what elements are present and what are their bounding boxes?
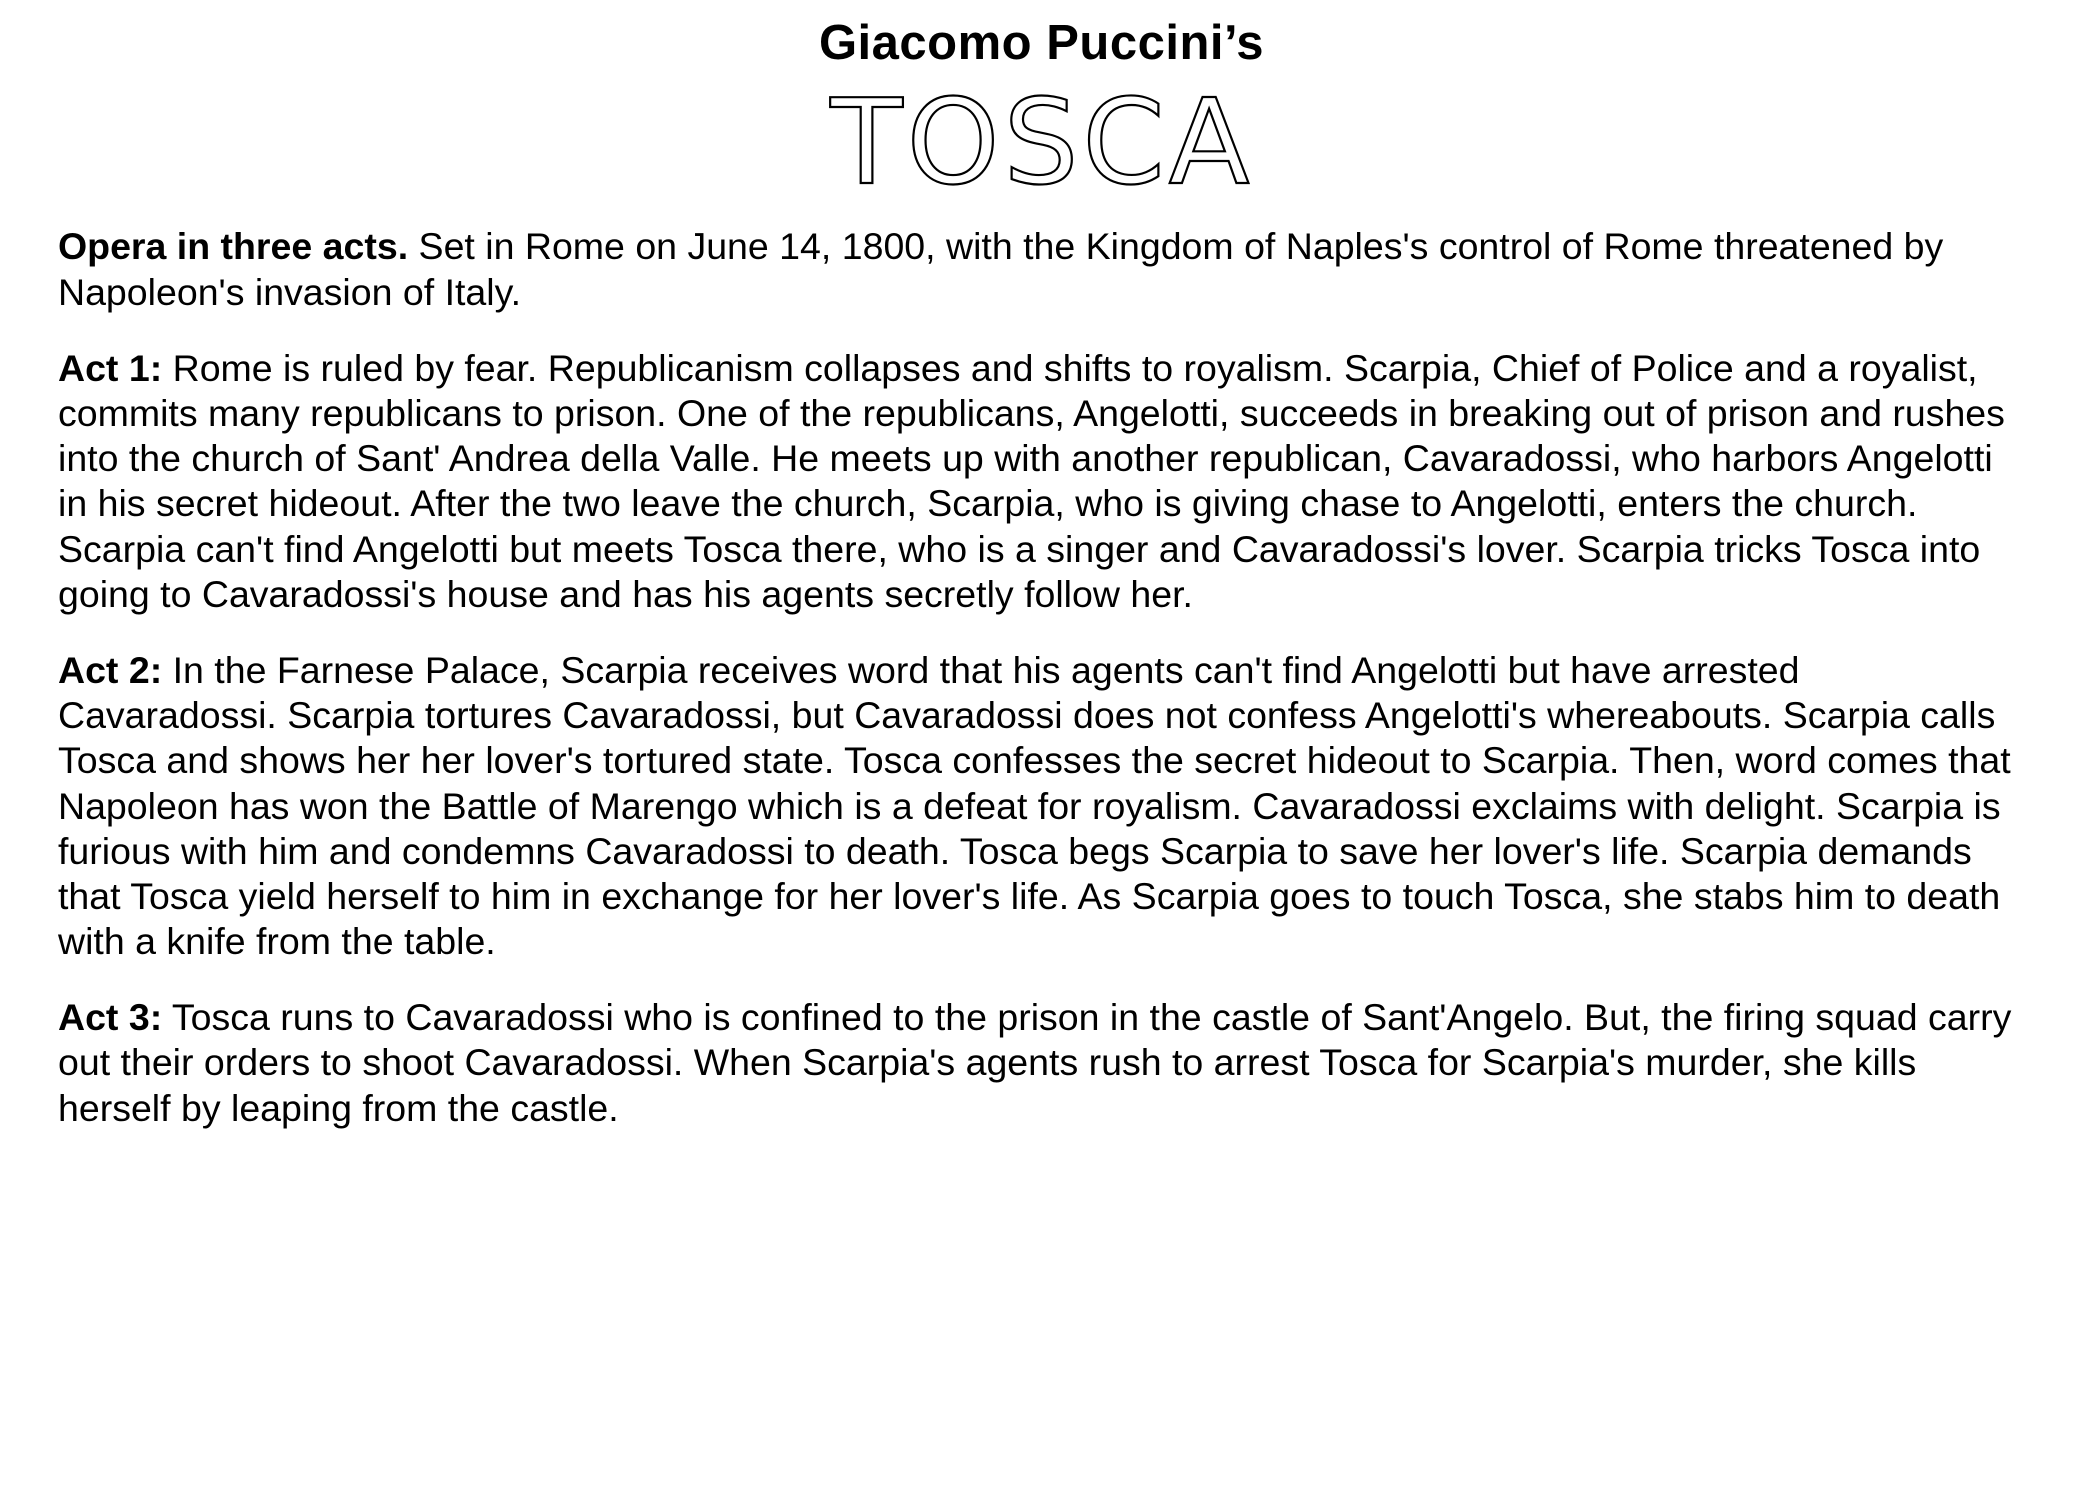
paragraph-act1 <box>58 346 2025 617</box>
opera-title-text: TOSCA <box>830 73 1253 207</box>
paragraph-act2 <box>58 648 2025 964</box>
act3-lead-label: Act 3: <box>58 996 163 1039</box>
act1-lead-label: Act 1: <box>58 346 163 389</box>
intro-text: Set in Rome on June 14, 1800, with the Kingdom of Naples's control of Rome threatened by Napoleon's invasion of Italy. <box>58 225 1944 313</box>
act2-text: In the Farnese Palace, Scarpia receives word that his agents can't find Angelotti but have arrested Cavaradossi. Scarpia tortures Cavaradossi, but Cavaradossi does not confess Angelotti's whereabouts. Scarpia calls Tosca and shows her her lover's tortured state. Tosca confesses the secret hideout to Scarpia. Then, word comes that Napoleon has won the Battle of Marengo which is a defeat for royalism. Cavaradossi exclaims with delight. Scarpia is furious with him and condemns Cavaradossi to death. Tosca begs Scarpia to save her lover's life. Scarpia demands that Tosca yield herself to him in exchange for her lover's life. As Scarpia goes to touch Tosca, she stabs him to death with a knife from the table. <box>58 648 2011 963</box>
paragraph-intro <box>58 224 2025 314</box>
paragraph-act3 <box>58 995 2025 1131</box>
opera-title-outline <box>58 71 2025 207</box>
act3-text: Tosca runs to Cavaradossi who is confined to the prison in the castle of Sant'Angelo. But, the firing squad carry out their orders to shoot Cavaradossi. When Scarpia's agents rush to arrest Tosca for Scarpia's murder, she kills herself by leaping from the castle. <box>58 996 2012 1129</box>
act1-text: Rome is ruled by fear. Republicanism collapses and shifts to royalism. Scarpia, Chief of Police and a royalist, commits many republicans to prison. One of the republicans, Angelotti, succeeds in breaking out of prison and rushes into the church of Sant' Andrea della Valle. He meets up with another republican, Cavaradossi, who harbors Angelotti in his secret hideout. After the two leave the church, Scarpia, who is giving chase to Angelotti, enters the church. Scarpia can't find Angelotti but meets Tosca there, who is a singer and Cavaradossi's lover. Scarpia tricks Tosca into going to Cavaradossi's house and has his agents secretly follow her. <box>58 346 2005 615</box>
intro-lead-label: Opera in three acts. <box>58 225 409 268</box>
title-block <box>58 10 2025 207</box>
act2-lead-label: Act 2: <box>58 648 163 691</box>
composer-name: Giacomo Puccini’s <box>818 16 1265 70</box>
synopsis-body <box>58 224 2025 1130</box>
